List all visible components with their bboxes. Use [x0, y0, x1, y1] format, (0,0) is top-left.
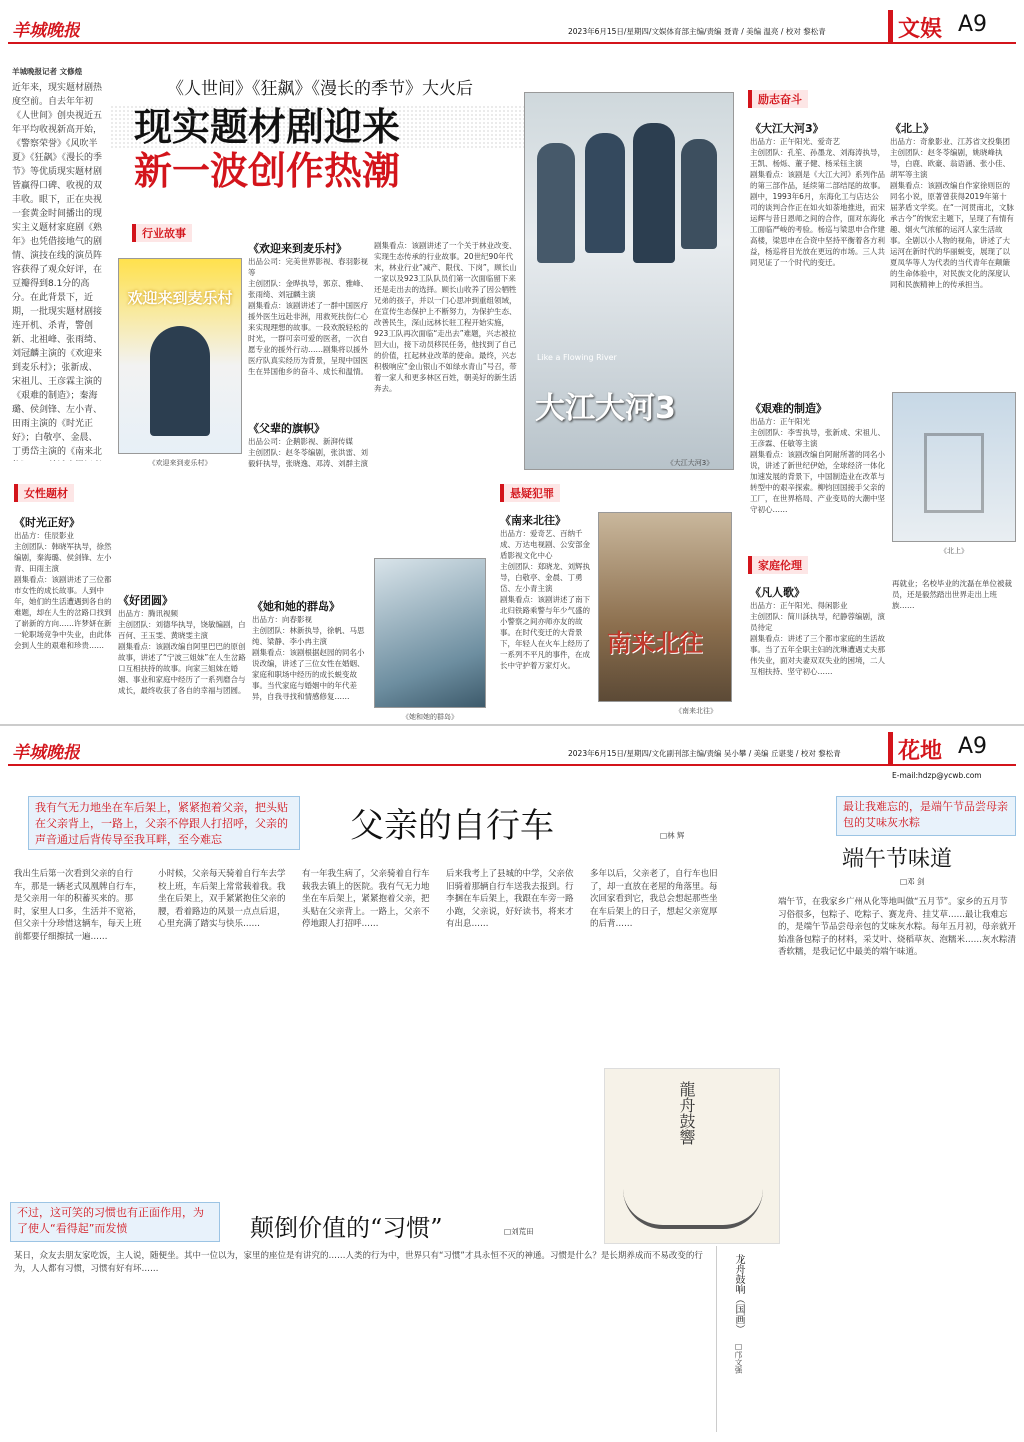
caption-south: 《南来北往》 [675, 707, 717, 715]
article-group-company: 出品方：向春影视 [252, 615, 312, 624]
painting-boat [623, 1189, 763, 1229]
article-song-team: 主创团队：简川訸执导，纪静蓉编剧，演员待定 [750, 612, 885, 632]
article-river [750, 120, 886, 400]
article-south-title: 《南来北往》 [500, 514, 566, 527]
article-north-company: 出品方：奇象影业、江苏省文投集团 [890, 137, 1010, 146]
caption-north: 《北上》 [940, 547, 968, 555]
article-south-plot: 剧集看点：该剧讲述了南下北归铁路乘警与年少气盛的小警察之间亦师亦友的故事。在时代变迁的大背景下，年轻人在火车上经历了一系列不平凡的事件，在成长中守护着万家灯火。 [500, 595, 590, 670]
section-name-2: 花地 [898, 739, 943, 764]
article-song [750, 584, 886, 712]
article-make-company: 出品方：正午阳光 [750, 417, 810, 426]
poster-north-mark [924, 433, 984, 513]
article-time-team: 主创团队：韩晓军执导，徐然编剧，秦海璐、侯剑锋、左小青、田雨主演 [14, 542, 112, 573]
section-name: 文娱 [898, 17, 943, 42]
article-tuan-title: 《好团圆》 [118, 594, 173, 607]
title-duanwu: 端午节味道 [842, 847, 953, 872]
article-south [500, 512, 592, 712]
bottom-header [8, 732, 1016, 766]
tag-suspense: 悬疑犯罪 [500, 484, 560, 502]
article-river-title: 《大江大河3》 [750, 122, 824, 135]
painting-author: □邝文强 [734, 1342, 743, 1374]
byline: 羊城晚报记者 文修煌 [12, 67, 83, 76]
kicker: 《人世间》《狂飙》《漫长的季节》大火后 [167, 79, 473, 99]
page-number: A9 [958, 12, 988, 37]
article-group [252, 508, 368, 708]
masthead-logo-2: 羊城晚报 [12, 743, 80, 763]
caption-river: 《大江大河3》 [666, 459, 714, 467]
bicycle-col-1: 我出生后第一次看到父亲的自行车，那是一辆老式凤凰牌自行车，是父亲用一年的积蓄买来的。那时，家里人口多，生活并不宽裕，但父亲十分珍惜这辆车，每天上班前都要仔细擦拭一遍…… [14, 869, 142, 942]
painting-dragon-boat [604, 1068, 780, 1244]
article-time-company: 出品方：佳辰影业 [14, 531, 74, 540]
article-north-team: 主创团队：赵冬苓编剧，姚晓峰执导，白鹿、欧豪、翁语涵、张小佳、胡军等主演 [890, 148, 1010, 179]
page-separator [0, 724, 1024, 726]
article-song-cont-text: 再就业；名校毕业的沈磊在单位被裁员，还是毅然踏出世界走出上班族…… [892, 579, 1012, 610]
poster-maile [118, 258, 242, 454]
duanwu-body: 端午节，在我家乡广州从化等地叫做“五月节”。家乡的五月节习俗很多，包粽子、吃粽子、赛龙舟、挂艾草……最让我难忘的，是端午节品尝母亲包的艾味灰水粽。每年五月初，母亲就开始准备包粽子的材料，采艾叶、烧稻草灰、泡糯米……灰水粽清香软糯，是我记忆中最美的端午味道。 [778, 897, 1016, 957]
article-north-plot: 剧集看点：该剧改编自作家徐则臣的同名小说，原著曾获得2019年第十届茅盾文学奖。在“一河贯南北，文脉承古今”的恢宏主题下，呈现了有情有趣、烟火气浓郁的运河人家生活故事。全剧以小人物的视角，讲述了大运河在新时代的华丽蜕变，展现了以夏凤华等人为代表的当代青年在颠簸的生命体验中，对民族文化的深度认同和民族精神上的传承担当。 [890, 181, 1014, 289]
title-habit: 颠倒价值的“习惯” [250, 1214, 443, 1242]
article-group-title: 《她和她的群岛》 [252, 600, 340, 613]
caption-maile: 《欢迎来到麦乐村》 [148, 459, 212, 467]
article-song-plot: 剧集看点：讲述了三个都市家庭的生活故事。当了五年全职主妇的沈琳遭遇丈夫那伟失业，面对夫妻双双失业的困境，二人互相扶持、坚守初心…… [750, 634, 885, 676]
tag-family: 家庭伦理 [748, 556, 808, 574]
article-river-team: 主创团队：孔笙、孙墨龙、刘海涛执导，王凯、杨烁、董子健、杨采钰主演 [750, 148, 885, 168]
bicycle-col-5: 多年以后，父亲老了，自行车也旧了，却一直放在老屋的角落里。每次回家看到它，我总会想起那些坐在车后架上的日子，想起父亲宽厚的后背…… [590, 869, 718, 929]
article-maile-team: 主创团队：金晔执导，郭京、雅峰、张雨绮、刘冠麟主演 [248, 279, 368, 299]
bicycle-col-4: 后来我考上了县城的中学，父亲依旧骑着那辆自行车送我去报到。行李捆在车后架上，我跟在车旁一路小跑，父亲说，好好读书，将来才有出息…… [446, 869, 574, 929]
article-father-head [248, 420, 372, 475]
article-river-plot: 剧集看点：该剧是《大江大河》系列作品的第三部作品，延续第二部结尾的故事。剧中，1993年6月，东海化工与店达公司的谈判合作正在如火如荼地推进，而宋运辉与昔日恩师之间的合作，面对东海化工面临严峻的考验。杨巡与梁思申合作建高楼，梁思申在合资中坚持平衡着各方利益，杨巡将目光放在更远的市场。三人共同见证了一个时代的变迁。 [750, 170, 885, 267]
top-header [8, 10, 1016, 44]
poster-maile-figure [150, 326, 210, 436]
page-number-2: A9 [958, 734, 988, 759]
article-time-title: 《时光正好》 [14, 516, 80, 529]
article-father-title: 《父辈的旗帜》 [248, 422, 325, 435]
poster-river-figure-c [681, 139, 717, 249]
article-maile-plot: 剧集看点：该剧讲述了一群中国医疗援外医生远赴非洲，用救死扶伤仁心来实现理想的故事。一段欢脱轻松的时光，一群可亲可爱的医者，一次自愿专业的援外行动……剧集将以援外医疗队真实经历为背景，呈现中国医生在异国他乡的奋斗、成长和温情。 [248, 301, 368, 376]
dateline: 2023年6月15日/星期四/文娱体育部主编/责编 聂青 / 美编 温亮 / 校对 黎松青 [568, 27, 826, 36]
article-tuan-plot: 剧集看点：该剧改编自阿里巴巴的原创故事，讲述了“宁波三姐妹”在人生岔路口互相扶持的故事。向家三姐妹在婚姻、事业和家庭中经历了一系列磨合与成长，最终收获了各自的幸福与团圆。 [118, 642, 246, 695]
bicycle-col-3: 有一年我生病了，父亲骑着自行车载我去镇上的医院。我有气无力地坐在车后架上，紧紧抱着父亲，把头贴在父亲背上。一路上，父亲不停地跟人打招呼…… [302, 869, 430, 929]
article-father-team: 主创团队：赵冬苓编剧，张洪雷、刘毅轩执导，张晓逸、邓涛、刘群主演 [248, 448, 368, 468]
painting-caption: 龙舟鼓响（国画） [733, 1254, 744, 1334]
article-song-title: 《凡人歌》 [750, 586, 805, 599]
article-father-body [374, 240, 522, 472]
tag-inspire: 励志奋斗 [748, 90, 808, 108]
poster-maile-title: 欢迎来到麦乐村 [127, 289, 233, 307]
author-bicycle: □林 辉 [660, 831, 685, 840]
article-song-company: 出品方：正午阳光、得闲影业 [750, 601, 848, 610]
lead-column [12, 66, 104, 461]
article-time [14, 514, 112, 710]
article-make-team: 主创团队：李雪执导，张新成、宋祖儿、王彦霖、任敏等主演 [750, 428, 885, 448]
author-duanwu: □邓 剑 [900, 877, 925, 886]
headline-line2: 新一波创作热潮 [134, 149, 401, 193]
article-father-plot: 剧集看点：该剧讲述了一个关于林业改变、实现生态传承的行业故事。20世纪90年代末，林业行业“减产、限伐、下岗”，顾长山一家以及923工队队员们第一次面临留下来还是走出去的选择。顾长山收养了因公牺牲兄弟的孩子，并以一门心思冲到重组领域，在宣传生态保护上不断努力，为保护生态、改善民生，深山远林长驻工程开始实施，923工队再次面临“走出去”难题，兴志被拉回大山，接下动员移民任务，他找到了自己的价值，扛起林业改革的使命。最终，兴志积极响应“金山银山不如绿水青山”号召，带着一家人和更多林区百姓，朝美好的新生活奔去。 [374, 241, 517, 393]
painting-caption-box [716, 1246, 760, 1432]
article-time-plot: 剧集看点：该剧讲述了三位都市女性的成长故事。人到中年，她们的生活遭遇到各自的难题，却在人生的岔路口找到了崭新的方向……许梦妍在新一轮职场竞争中失业，由此体会到人生的艰难和珍贵…… [14, 575, 112, 650]
poster-group [374, 558, 486, 708]
article-north [890, 120, 1014, 380]
header-divider [888, 10, 893, 42]
email[interactable]: E-mail:hdzp@ycwb.com [892, 771, 982, 780]
pullquote-habit: 不过，这可笑的习惯也有正面作用，为了使人“看得起”而发愤 [10, 1202, 220, 1242]
tag-women: 女性题材 [14, 484, 74, 502]
poster-north [892, 392, 1016, 542]
article-tuan-team: 主创团队：刘德华执导，饶敏编剧，白百何、王玉雯、黄晓雯主演 [118, 620, 246, 640]
header-divider-2 [888, 732, 893, 764]
tag-industry: 行业故事 [132, 224, 192, 242]
article-tuan-company: 出品方：腾讯视频 [118, 609, 178, 618]
article-group-plot: 剧集看点：该剧根据赵园的同名小说改编，讲述了三位女性在婚姻、家庭和职场中经历的成长蜕变故事。当代家庭与婚姻中的年代差异，自我寻找和情感修复…… [252, 648, 365, 701]
poster-river-figure-d [537, 143, 575, 263]
article-make-plot: 剧集看点：该剧改编自阿耐所著的同名小说，讲述了新世纪伊始，全球经济一体化加速发展的背景下，中国制造业在改革与转型中的艰辛探索。柳钧回国接手父亲的工厂，在世界格局、产业变局的大潮中坚守初心…… [750, 450, 885, 514]
lead-text: 近年来，现实题材剧热度空前。自去年年初《人世间》创央视近五年平均收视新高开始，《警察荣誉》《风吹半夏》《狂飙》《漫长的季节》等优质现实题材剧皆赢得口碑、收视的双丰收。眼下，正在央视一套黄金时间播出的现实主义题材家庭剧《熟年》也凭借接地气的剧情、演技在线的演员阵容获得了观众好评，在豆瓣得到8.1分的高分。在此背景下，近期，一批现实题材剧接连开机、杀青，警创新、北祖峰、张雨绮、刘冠麟主演的《欢迎来到麦乐村》；张新成、宋祖儿、王彦霖主演的《艰难的制造》；秦海璐、侯剑锋、左小青、田雨主演的《时光正好》；白敬亭、金晨、丁勇岱主演的《南来北 [12, 83, 103, 457]
author-habit: □刘荒田 [504, 1227, 534, 1236]
habit-body: 某日，众友去朋友家吃饭，主人说，随便坐。其中一位以为，家里的座位是有讲究的……人类的行为中，世界只有“习惯”才具永恒不灭的神通。习惯是什么？是长期养成而不易改变的行为，人人都有习惯，习惯有好有坏…… [14, 1251, 703, 1274]
headline-line1: 现实题材剧迎来 [110, 105, 530, 149]
article-maile-company: 出品公司：完美世界影视、春羽影视等 [248, 257, 368, 277]
bicycle-col-2: 小时候，父亲每天骑着自行车去学校上班，车后架上常常载着我。我坐在后架上，双手紧紧抱住父亲的腰，看着路边的风景一点点后退，心里充满了踏实与快乐…… [158, 869, 286, 929]
poster-river-figure-a [585, 133, 625, 253]
poster-river-figure-b [633, 123, 675, 263]
headline-block [110, 74, 530, 204]
poster-river-en: Like a Flowing River [537, 353, 617, 362]
pullquote-duanwu: 最让我难忘的，是端午节品尝母亲包的艾味灰水粽 [836, 796, 1016, 836]
article-north-title: 《北上》 [890, 122, 934, 135]
title-bicycle: 父亲的自行车 [350, 806, 554, 846]
article-maile-title: 《欢迎来到麦乐村》 [248, 242, 347, 255]
article-group-team: 主创团队：林新执导，徐帆、马思纯、梁静、李小冉主演 [252, 626, 365, 646]
article-river-company: 出品方：正午阳光、爱奇艺 [750, 137, 840, 146]
caption-group: 《她和她的群岛》 [402, 713, 458, 721]
pullquote-bicycle: 我有气无力地坐在车后架上，紧紧抱着父亲，把头贴在父亲背上，一路上，父亲不停跟人打招呼，父亲的声音通过后背传导至我耳畔，至今难忘 [28, 796, 300, 850]
article-south-company: 出品方：爱奇艺、百纳千成、万达电视剧、公安部金盾影视文化中心 [500, 529, 590, 560]
article-make [750, 400, 886, 530]
dateline-2: 2023年6月15日/星期四/文化副刊部主编/责编 吴小攀 / 美编 丘谌斐 / 校对 黎松青 [568, 749, 841, 758]
article-make-title: 《艰难的制造》 [750, 402, 827, 415]
painting-brush-title: 龍舟鼓響 [677, 1081, 696, 1145]
article-south-team: 主创团队：郑晓龙、刘辉执导，白敬亭、金晨、丁勇岱、左小青主演 [500, 562, 590, 593]
poster-south [598, 512, 732, 702]
poster-river-title: 大江大河3 [535, 391, 676, 426]
article-song-cont [892, 578, 1016, 708]
article-father-company: 出品公司：企鹅影视、新湃传媒 [248, 437, 353, 446]
poster-south-title: 南来北往 [607, 629, 703, 657]
poster-river [524, 92, 734, 470]
article-tuan [118, 508, 246, 708]
masthead-logo: 羊城晚报 [12, 21, 80, 41]
